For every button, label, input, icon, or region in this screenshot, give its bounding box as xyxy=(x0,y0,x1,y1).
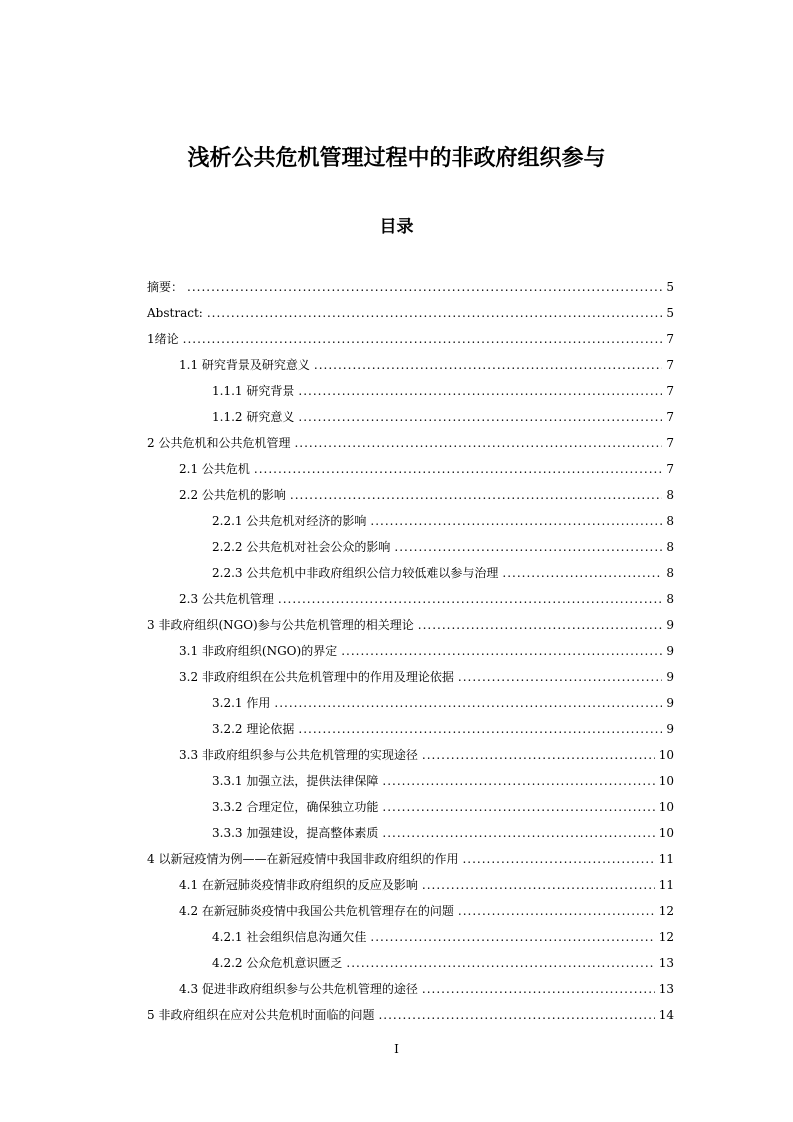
toc-entry-title: 在新冠肺炎疫情中我国公共危机管理存在的问题 xyxy=(201,904,454,918)
toc-entry-number: 3.1 xyxy=(179,644,202,658)
toc-dot-leader xyxy=(294,430,662,456)
toc-dot-leader xyxy=(378,1002,654,1028)
toc-entry-number: 5 xyxy=(147,1008,159,1022)
document-title: 浅析公共危机管理过程中的非政府组织参与 xyxy=(187,146,606,171)
toc-entry-page: 9 xyxy=(666,618,674,632)
toc-entry-title: 绪论 xyxy=(154,332,179,346)
toc-entry[interactable] xyxy=(147,976,674,1002)
toc-entry-page: 8 xyxy=(666,592,674,606)
toc-entry-number: 3 xyxy=(147,618,159,632)
toc-heading: 目录 xyxy=(379,217,414,237)
toc-entry-title: 加强建设，提高整体素质 xyxy=(246,826,379,840)
toc-entry-page: 9 xyxy=(666,670,674,684)
toc-entry[interactable] xyxy=(147,430,674,456)
toc-dot-leader xyxy=(314,352,662,378)
toc-dot-leader xyxy=(290,482,662,508)
toc-entry[interactable] xyxy=(147,300,674,326)
toc-entry-title: 非政府组织参与公共危机管理的实现途径 xyxy=(201,748,418,762)
toc-dot-leader xyxy=(298,378,662,404)
toc-entry-title: 研究背景及研究意义 xyxy=(201,358,310,372)
toc-entry-title: 公共危机的影响 xyxy=(201,488,286,502)
toc-entry[interactable] xyxy=(147,742,674,768)
toc-dot-leader xyxy=(382,768,654,794)
toc-entry-title: 促进非政府组织参与公共危机管理的途径 xyxy=(201,982,418,996)
toc-entry-number: 1 xyxy=(147,332,155,346)
toc-entry-page: 10 xyxy=(658,774,674,788)
toc-entry-number: 3.3 xyxy=(179,748,202,762)
toc-entry[interactable] xyxy=(147,716,674,742)
toc-entry[interactable] xyxy=(147,638,674,664)
toc-entry-number: 2.1 xyxy=(179,462,202,476)
toc-entry-title: 加强立法，提供法律保障 xyxy=(246,774,379,788)
toc-entry-title: 作用 xyxy=(246,696,271,710)
toc-entry-number: 2.2.2 xyxy=(212,540,247,554)
page-number: I xyxy=(394,1042,399,1056)
toc-entry-number: 4.2.1 xyxy=(212,930,247,944)
toc-entry[interactable] xyxy=(147,378,674,404)
toc-dot-leader xyxy=(298,404,662,430)
toc-dot-leader xyxy=(370,508,662,534)
toc-dot-leader xyxy=(502,560,662,586)
toc-dot-leader xyxy=(422,976,655,1002)
toc-entry-title: 以新冠疫情为例——在新冠疫情中我国非政府组织的作用 xyxy=(158,852,459,866)
toc-entry-page: 11 xyxy=(658,878,674,892)
toc-entry-page: 9 xyxy=(666,644,674,658)
toc-dot-leader xyxy=(274,690,662,716)
toc-entry-number: 2.3 xyxy=(179,592,202,606)
toc-entry-title: 公共危机对经济的影响 xyxy=(246,514,367,528)
toc-entry-title: 社会组织信息沟通欠佳 xyxy=(246,930,367,944)
toc-entry-title: 研究意义 xyxy=(246,410,295,424)
toc-entry[interactable] xyxy=(147,612,674,638)
toc-entry-page: 13 xyxy=(658,982,674,996)
toc-entry-page: 7 xyxy=(666,332,674,346)
toc-entry-page: 8 xyxy=(666,540,674,554)
toc-entry-title: 公共危机中非政府组织公信力较低难以参与治理 xyxy=(246,566,499,580)
toc-entry-page: 7 xyxy=(666,358,674,372)
toc-entry-number: 4 xyxy=(147,852,159,866)
toc-dot-leader xyxy=(422,872,655,898)
toc-entry-page: 14 xyxy=(658,1008,674,1022)
toc-entry[interactable] xyxy=(147,690,674,716)
toc-entry[interactable] xyxy=(147,1002,674,1028)
toc-dot-leader xyxy=(254,456,662,482)
toc-entry[interactable] xyxy=(147,352,674,378)
toc-entry[interactable] xyxy=(147,326,674,352)
toc-entry-page: 7 xyxy=(666,410,674,424)
toc-entry[interactable] xyxy=(147,482,674,508)
toc-entry-page: 8 xyxy=(666,566,674,580)
toc-entry[interactable] xyxy=(147,924,674,950)
toc-entry[interactable] xyxy=(147,456,674,482)
toc-entry-page: 5 xyxy=(666,306,674,320)
toc-entry[interactable] xyxy=(147,794,674,820)
toc-entry[interactable] xyxy=(147,898,674,924)
toc-dot-leader xyxy=(341,638,662,664)
toc-dot-leader xyxy=(422,742,655,768)
toc-dot-leader xyxy=(382,820,654,846)
toc-entry-title: 非政府组织(NGO)的界定 xyxy=(201,644,338,658)
toc-entry-number: 1.1.2 xyxy=(212,410,247,424)
toc-entry-title: 公共危机管理 xyxy=(201,592,274,606)
toc-entry[interactable] xyxy=(147,534,674,560)
toc-entry[interactable] xyxy=(147,274,674,300)
toc-dot-leader xyxy=(183,326,663,352)
toc-dot-leader xyxy=(394,534,662,560)
toc-dot-leader xyxy=(382,794,654,820)
toc-entry-page: 8 xyxy=(666,514,674,528)
toc-entry-title: 公共危机 xyxy=(201,462,250,476)
toc-entry-number: 1.1.1 xyxy=(212,384,247,398)
toc-entry-number: 2 xyxy=(147,436,159,450)
toc-entry-number: 3.3.2 xyxy=(212,800,247,814)
toc-entry-title: 合理定位，确保独立功能 xyxy=(246,800,379,814)
toc-entry-page: 5 xyxy=(666,280,674,294)
toc-entry-title: 在新冠肺炎疫情非政府组织的反应及影响 xyxy=(201,878,418,892)
toc-entry-page: 9 xyxy=(666,696,674,710)
toc-entry-page: 12 xyxy=(658,930,674,944)
toc-dot-leader xyxy=(207,300,663,326)
toc-entry-number: 2.2.3 xyxy=(212,566,247,580)
toc-entry[interactable] xyxy=(147,560,674,586)
toc-entry-number: 3.3.1 xyxy=(212,774,247,788)
toc-entry-number: 3.2.2 xyxy=(212,722,247,736)
toc-entry-page: 8 xyxy=(666,488,674,502)
toc-entry-page: 7 xyxy=(666,436,674,450)
toc-dot-leader xyxy=(298,716,662,742)
toc-entry-page: 7 xyxy=(666,384,674,398)
toc-entry-title: 理论依据 xyxy=(246,722,295,736)
toc-dot-leader xyxy=(278,586,662,612)
toc-dot-leader xyxy=(462,846,654,872)
toc-entry[interactable] xyxy=(147,872,674,898)
toc-entry-number: 2.2 xyxy=(179,488,202,502)
toc-entry-page: 13 xyxy=(658,956,674,970)
toc-entry-title: 非政府组织在公共危机管理中的作用及理论依据 xyxy=(201,670,454,684)
toc-entry-page: 12 xyxy=(658,904,674,918)
toc-entry-title: 公共危机对社会公众的影响 xyxy=(246,540,391,554)
toc-entry-number: 4.2.2 xyxy=(212,956,247,970)
toc-entry-number: 4.2 xyxy=(179,904,202,918)
toc-dot-leader xyxy=(458,664,662,690)
toc-entry-number: 3.2.1 xyxy=(212,696,247,710)
toc-entry-title: 非政府组织(NGO)参与公共危机管理的相关理论 xyxy=(158,618,414,632)
toc-entry-page: 10 xyxy=(658,800,674,814)
toc-entry-number: 1.1 xyxy=(179,358,202,372)
toc-entry-title: 研究背景 xyxy=(246,384,295,398)
toc-entry-title: 摘要： xyxy=(147,280,184,294)
toc-entry-number: 3.2 xyxy=(179,670,202,684)
toc-entry[interactable] xyxy=(147,404,674,430)
toc-dot-leader xyxy=(418,612,663,638)
toc-entry-page: 10 xyxy=(658,748,674,762)
toc-entry-number: 4.3 xyxy=(179,982,202,996)
toc-dot-leader xyxy=(458,898,655,924)
toc-entry-number: 2.2.1 xyxy=(212,514,247,528)
toc-entry-page: 11 xyxy=(658,852,674,866)
toc-dot-leader xyxy=(187,274,662,300)
toc-entry[interactable] xyxy=(147,768,674,794)
toc-entry-title: Abstract: xyxy=(147,306,203,320)
toc-dot-leader xyxy=(346,950,654,976)
table-of-contents xyxy=(147,274,674,1028)
toc-entry-number: 3.3.3 xyxy=(212,826,247,840)
toc-entry-page: 7 xyxy=(666,462,674,476)
toc-entry-title: 非政府组织在应对公共危机时面临的问题 xyxy=(158,1008,375,1022)
toc-entry-page: 9 xyxy=(666,722,674,736)
toc-entry[interactable] xyxy=(147,846,674,872)
toc-entry[interactable] xyxy=(147,664,674,690)
toc-entry[interactable] xyxy=(147,508,674,534)
toc-entry[interactable] xyxy=(147,586,674,612)
toc-entry-number: 4.1 xyxy=(179,878,202,892)
toc-entry[interactable] xyxy=(147,950,674,976)
toc-entry-title: 公众危机意识匮乏 xyxy=(246,956,343,970)
toc-dot-leader xyxy=(370,924,654,950)
toc-entry-title: 公共危机和公共危机管理 xyxy=(158,436,291,450)
toc-entry-page: 10 xyxy=(658,826,674,840)
toc-entry[interactable] xyxy=(147,820,674,846)
